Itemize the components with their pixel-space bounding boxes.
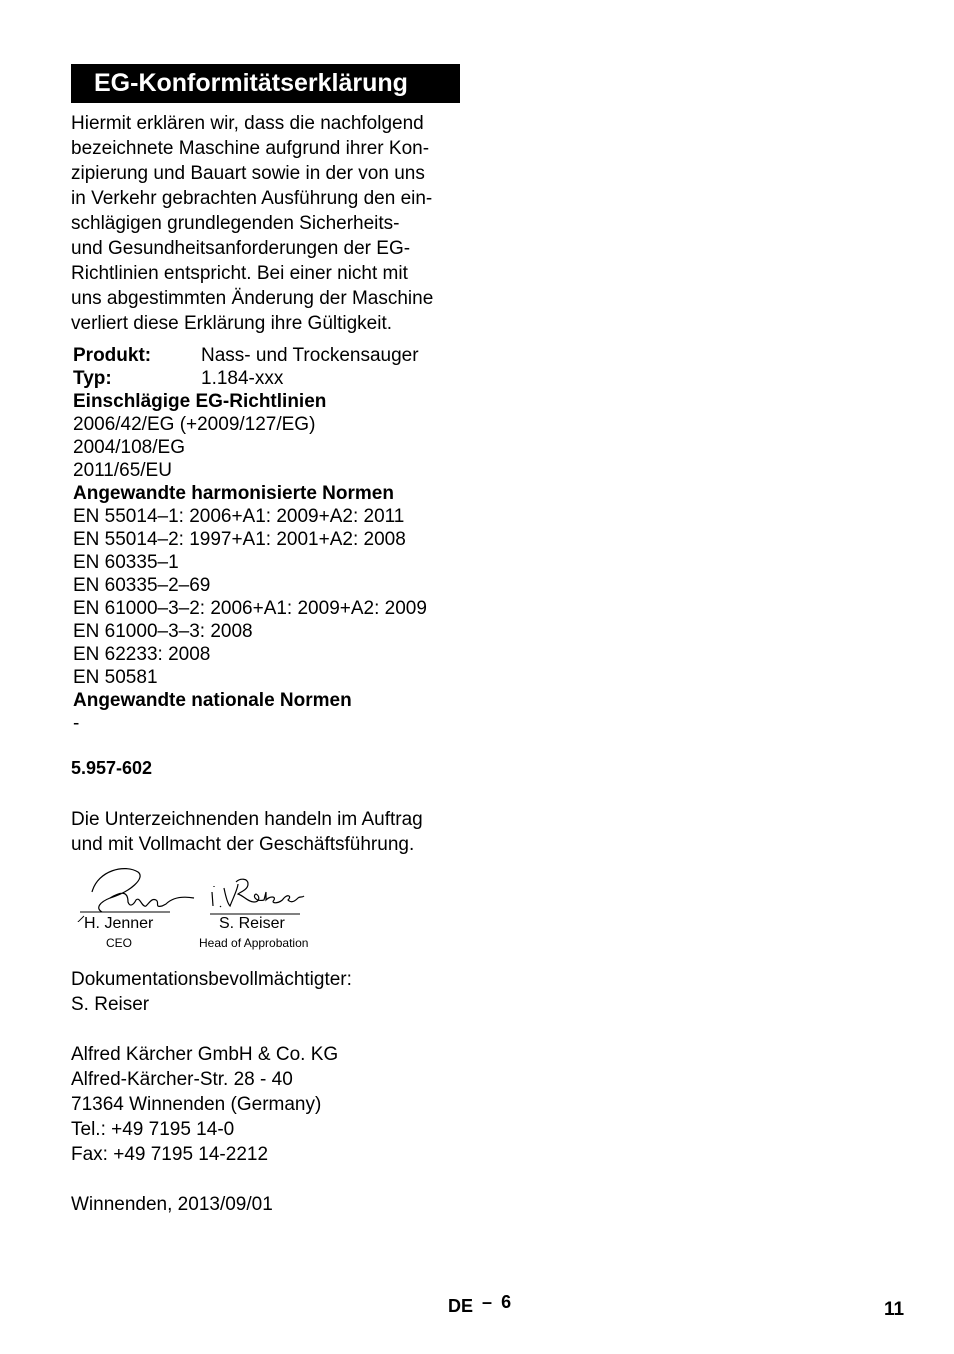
directive-item: 2006/42/EG (+2009/127/EG) [73,414,316,435]
address-line: Fax: +49 7195 14-2212 [71,1144,269,1165]
product-label: Produkt: [73,345,152,366]
footer-language: DE [448,1296,474,1316]
standard-item: EN 61000–3–3: 2008 [73,621,253,642]
intro-line: Hiermit erklären wir, dass die nachfolgend [71,113,424,134]
authority-line: Die Unterzeichnenden handeln im Auftrag [71,809,423,830]
type-value: 1.184-xxx [201,368,284,389]
standard-item: EN 62233: 2008 [73,644,211,665]
type-label: Typ: [73,368,112,389]
intro-line: bezeichnete Maschine aufgrund ihrer Kon- [71,138,430,159]
directives-heading: Einschlägige EG-Richtlinien [73,391,327,412]
intro-paragraph [71,111,471,336]
representative-block [71,967,352,1017]
national-heading: Angewandte nationale Normen [73,690,352,711]
type-row [73,367,473,390]
product-value: Nass- und Trockensauger [201,345,419,366]
address-line: Alfred Kärcher GmbH & Co. KG [71,1044,339,1065]
product-row [73,344,473,367]
standard-item: EN 50581 [73,667,158,688]
document-number: 5.957-602 [71,758,153,778]
harmonized-heading: Angewandte harmonisierte Normen [73,483,394,504]
standard-item: EN 55014–2: 1997+A1: 2001+A2: 2008 [73,529,406,550]
intro-line: schlägigen grundlegenden Sicherheits- [71,213,400,234]
intro-line: zipierung und Bauart sowie in der von uns [71,163,425,184]
page-number: 11 [884,1299,905,1320]
standard-item: EN 60335–1 [73,552,179,573]
intro-line: in Verkehr gebrachten Ausführung den ein- [71,188,433,209]
intro-line: und Gesundheitsanforderungen der EG- [71,238,411,259]
intro-line: Richtlinien entspricht. Bei einer nicht mit [71,263,408,284]
standard-item: EN 55014–1: 2006+A1: 2009+A2: 2011 [73,506,405,527]
place-date: Winnenden, 2013/09/01 [71,1194,273,1215]
intro-line: uns abgestimmten Änderung der Maschine [71,288,434,309]
address-line: Tel.: +49 7195 14-0 [71,1119,235,1140]
authority-statement [71,807,423,857]
address-line: 71364 Winnenden (Germany) [71,1094,322,1115]
intro-line: verliert diese Erklärung ihre Gültigkeit. [71,313,393,334]
directive-item: 2004/108/EG [73,437,185,458]
address-block [71,1042,338,1167]
standard-item: EN 60335–2–69 [73,575,211,596]
handwritten-signatures [70,862,330,922]
authority-line: und mit Vollmacht der Geschäftsführung. [71,834,415,855]
signatory-2-title: Head of Approbation [199,936,309,950]
representative-name: S. Reiser [71,994,150,1015]
directive-item: 2011/65/EU [73,460,172,481]
signature-block [70,862,330,957]
footer-section [448,1292,512,1317]
representative-label: Dokumentationsbevollmächtigter: [71,969,352,990]
spec-list [73,344,473,735]
national-value: - [73,713,80,734]
page-title: EG-Konformitätserklärung [71,64,460,103]
footer-separator: – [482,1292,493,1312]
signatory-2-name: S. Reiser [219,915,285,932]
footer-section-page: 6 [501,1292,512,1312]
address-line: Alfred-Kärcher-Str. 28 - 40 [71,1069,293,1090]
signatory-1-title: CEO [106,936,133,950]
standard-item: EN 61000–3–2: 2006+A1: 2009+A2: 2009 [73,598,427,619]
signatory-1-name: H. Jenner [84,915,154,932]
